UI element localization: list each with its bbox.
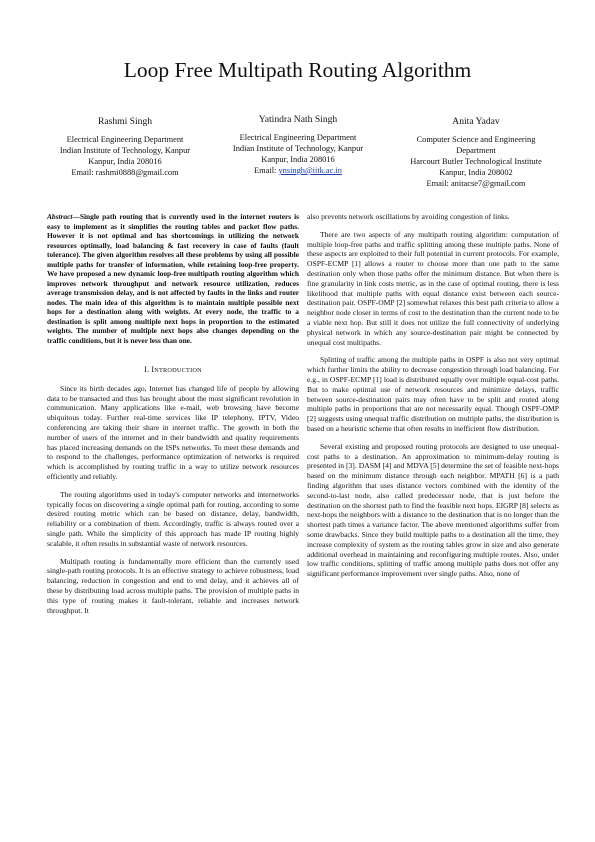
author-affiliation-line: Kanpur, India 208016 [261, 155, 335, 164]
author-affiliation-line: Harcourt Butler Technological Institute [410, 157, 542, 166]
author-affiliation-line: Kanpur, India 208016 [88, 157, 162, 166]
abstract-lead: Abstract [47, 212, 73, 221]
body-paragraph: Multipath routing is fundamentally more efficient than the currently used single-path routing protocols. It is an effective strategy to achieve robustness, load balancing, reduction in congestion and end to end delay, and it achieves all of these by distributing load across multiple paths. The provision of multiple paths in this type of routing makes it fault-tolerant, reliable and increases network throughput. It [47, 556, 299, 615]
email-link[interactable]: ynsingh@iitk.ac.in [278, 166, 342, 175]
author-block-2 [213, 114, 383, 176]
author-email: Email: ynsingh@iitk.ac.in [254, 166, 342, 175]
author-affiliation-line: Department [456, 146, 496, 155]
body-paragraph-continued: also prevents network oscillations by avoiding congestion of links. [307, 212, 510, 221]
author-block-1 [40, 116, 210, 178]
author-affiliation-line: Computer Science and Engineering [416, 135, 536, 144]
author-affiliation-line: Indian Institute of Technology, Kanpur [232, 144, 364, 153]
section-heading: I. INTRODUCTION [144, 365, 202, 374]
author-block-3 [391, 116, 561, 189]
left-column [47, 212, 299, 623]
paper-title: Loop Free Multipath Routing Algorithm [123, 58, 472, 82]
author-affiliation-line: Indian Institute of Technology, Kanpur [59, 146, 191, 155]
author-affiliation-line: Kanpur, India 208002 [439, 168, 513, 177]
author-name: Rashmi Singh [97, 116, 153, 127]
right-column [307, 212, 559, 587]
author-name: Anita Yadav [452, 116, 500, 127]
body-paragraph: Since its birth decades ago, Internet has changed life of people by allowing data to be transacted and thus has brought about the most significant revolution in communication. Many applications like e-mail, web browsing have become ubiquitous today. Further real-time services like IP telephony, IPTV, Video conferencing are taking their share in internet traffic. The growth in both the number of users of the internet and in their bandwidth and quality requirements has placed increasing demands on the ISPs networks. To meet these demands and to respond to the challenges, performance optimization of networks is required which is accomplished by routing traffic in a way to utilize network resources efficiently and reliably. [47, 383, 299, 481]
abstract-text: —Single path routing that is currently used in the internet routers is easy to implement as it simplifies the routing tables and packet flow paths. However it is not optimal and has shortcomings in utilizing the network resources optimally, load balancing & fast recovery in case of faults (fault tolerance). The given algorithm resolves all these problems by using all possible multiple paths for transfer of information, while retaining loop-free property. We have proposed a new dynamic loop-free multipath routing algorithm which improves network throughput and network resource utilization, reduces average transmission delay, and is not affected by faults in the links and router nodes. The main idea of this algorithm is to maintain multiple possible next hops for a destination along with weights. At every node, the traffic to a destination is split among multiple next hops in proportion to the estimated weights. The number of multiple next hops also changes depending on the traffic conditions, but it is never less than one. [47, 212, 299, 345]
author-affiliation-line: Electrical Engineering Department [239, 133, 357, 142]
body-paragraph: The routing algorithms used in today's computer networks and internetworks typically focus on discovering a single optimal path for routing, according to some desired routing metric which can be based on distance, delay, bandwidth, reliability or a combination of them. Accordingly, traffic is always routed over a single path. While the simplicity of this approach has made IP routing highly scalable, it often results in substantial waste of network resources. [47, 489, 299, 548]
body-paragraph: There are two aspects of any multipath routing algorithm: computation of multiple loop-free paths and traffic splitting among these multiple paths. None of these aspects are exploited to their full potential in current protocols. For example, OSPF-ECMP [1] allows a router to choose more than one path to the same destination only when those paths offer the minimum distance. But when there is fine granularity in link costs metric, as in the case of optimal routing, there is less likelihood that multiple paths with equal distance exist between each source-destination pair. OSPF-OMP [2] somewhat relaxes this best path criteria to allow a neighbor node closer in terms of cost to the destination than the current node to be a viable next hop. But still it does not utilize the full connectivity of underlying physical network in which any source-destination pair might be connected by unequal cost multipaths. [307, 229, 559, 347]
abstract [47, 212, 299, 345]
author-email: Email: anitacse7@gmail.com [426, 179, 526, 188]
author-email: Email: rashmi0888@gmail.com [71, 168, 179, 177]
author-name: Yatindra Nath Singh [258, 114, 338, 125]
body-paragraph: Several existing and proposed routing protocols are designed to use unequal-cost paths to a destination. An approximation to minimum-delay routing is presented in [3]. DASM [4] and MDVA [5] determine the set of feasible next-hops based on the minimum distance through each neighbor. MPATH [6] is a path finding algorithm that uses distance vectors combined with the identity of the second-to-last node, also called predecessor node, that is just before the destination on the shortest path to find the feasible next hops. EIGRP [8] selects as next-hops the neighbors with a distance to the destination that is no longer than the shortest path times a variance factor. The above mentioned algorithms suffer from some drawbacks. Since they build multiple paths to a destination all the time, they increase complexity of system as the routing tables grow in size and also generate additional overhead in maintaining and reconfiguring multiple routes. Also, under low traffic conditions, splitting of traffic among multiple paths does not offer any significant performance improvement over single paths. Also, none of [307, 441, 559, 579]
author-affiliation-line: Electrical Engineering Department [66, 135, 184, 144]
body-paragraph: Splitting of traffic among the multiple paths in OSPF is also not very optimal which further limits the ability to decrease congestion through load balancing. For e.g., in OSPF-ECMP [1] load is distributed equally over multiple equal-cost paths. But to make optimal use of network resources and minimize delays, traffic between source-destination pairs may often have to be split and routed along multiple paths in proportions that are not necessarily equal. Though OSPF-OMP [2] suggests using unequal traffic distribution on multiple paths, the distribution is based on a heuristic scheme that often results in inefficient flow distribution. [307, 355, 559, 433]
